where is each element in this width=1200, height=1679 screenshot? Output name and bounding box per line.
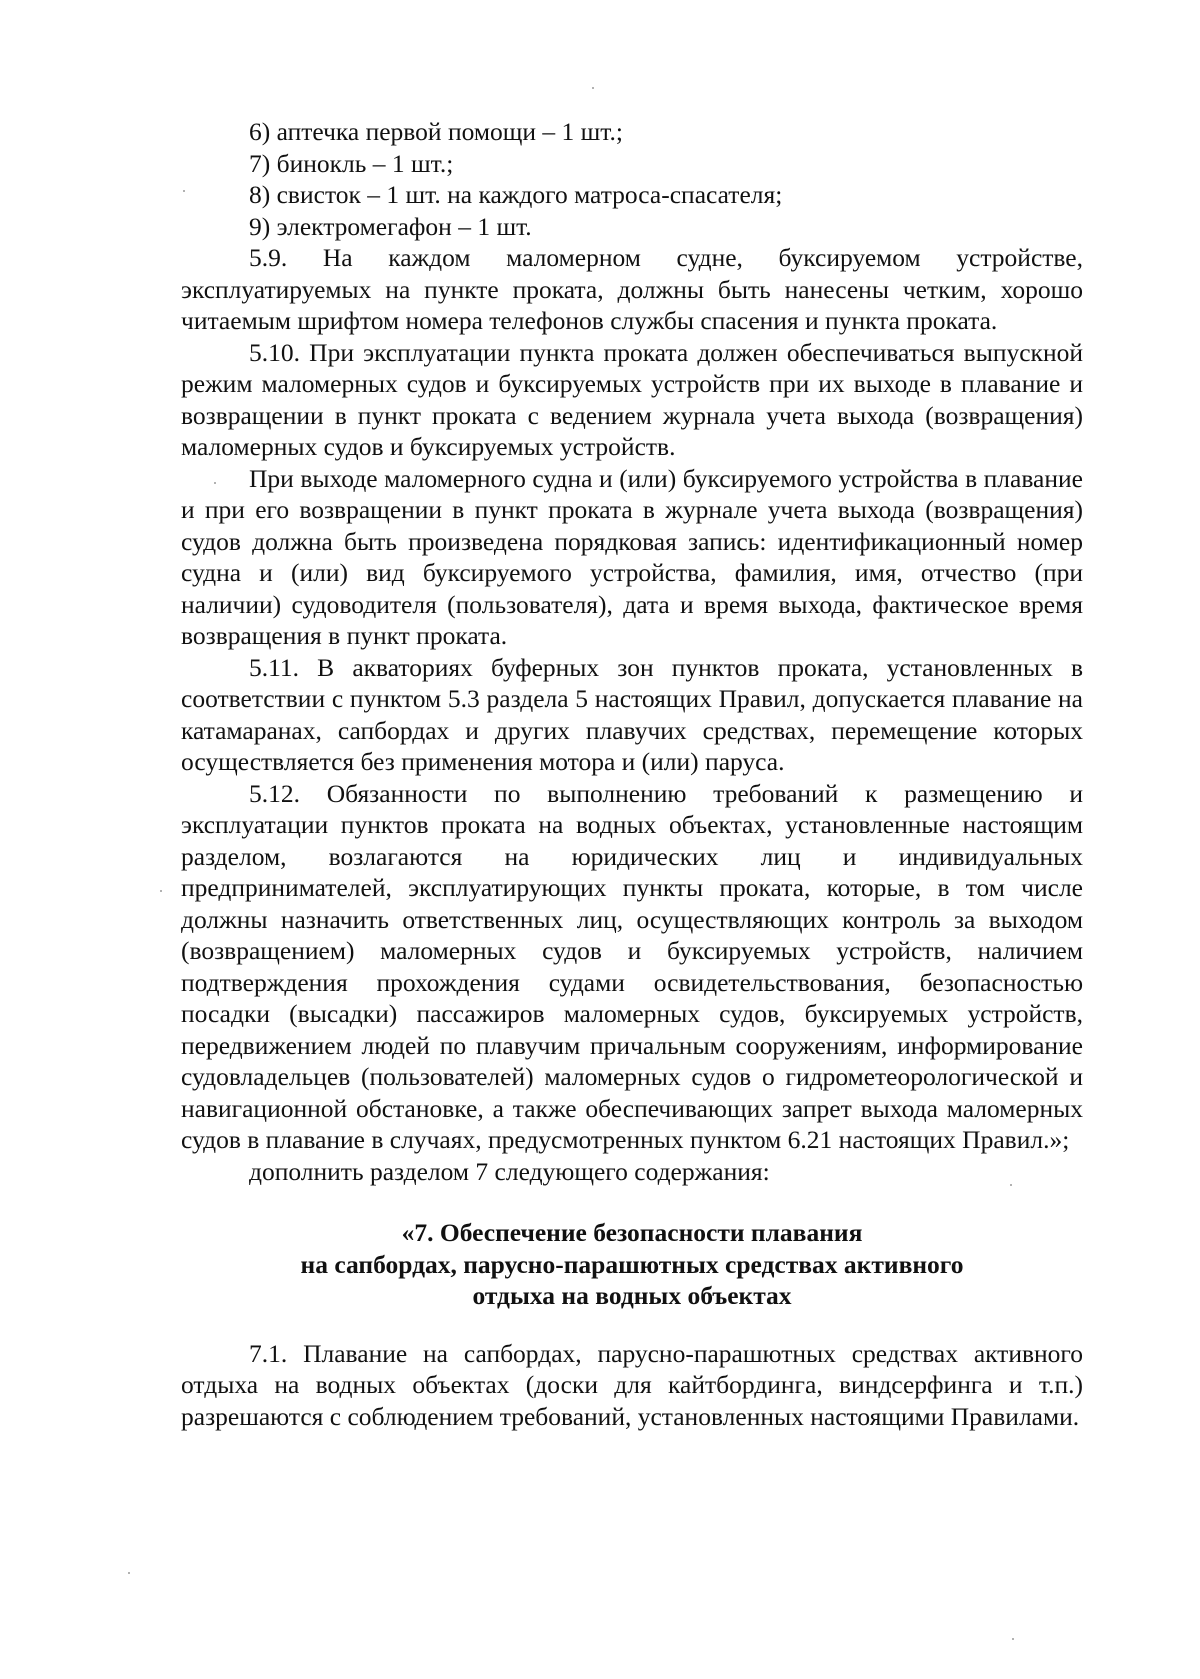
list-item-whistle: 8) свисток – 1 шт. на каждого матроса-спасателя; — [249, 180, 783, 209]
list-item-binoculars: 7) бинокль – 1 шт.; — [249, 148, 454, 178]
scan-speck — [592, 87, 594, 89]
scan-speck — [214, 482, 216, 484]
list-item-megaphone: 9) электромегафон – 1 шт. — [249, 211, 532, 241]
paragraph-add-section-7: дополнить разделом 7 следующего содержания: — [249, 1156, 770, 1186]
scan-speck — [1012, 1638, 1014, 1640]
scan-speck — [128, 1572, 130, 1574]
section-heading-line-1: «7. Обеспечение безопасности плавания — [401, 1218, 863, 1247]
paragraph-7-1: 7.1. Плавание на сапбордах, парусно-парашютных средствах активного отдыха на водных объектах (доски для кайтбординга, виндсерфинга и т.п.) разрешаются с соблюдением требований, установленных настоящими Правилами. — [181, 1338, 1083, 1431]
paragraph-5-11: 5.11. В акваториях буферных зон пунктов проката, установленных в соответствии с пунктом 5.3 раздела 5 настоящих Правил, допускается плавание на катамаранах, сапбордах и других плавучих средствах, перемещение которых осуществляется без применения мотора и (или) паруса. — [181, 652, 1083, 776]
paragraph-journal-entry: При выходе маломерного судна и (или) буксируемого устройства в плавание и при его возвращении в пункт проката в журнале учета выхода (возвращения) судов должна быть произведена порядковая запись: идентификационный номер судна и (или) вид буксируемого устройства, фамилия, имя, отчество (при наличии) судоводителя (пользователя), дата и время выхода, фактическое время возвращения в пункт проката. — [181, 463, 1083, 650]
scan-speck — [160, 890, 162, 892]
scan-speck — [183, 190, 185, 192]
section-heading-line-3: отдыха на водных объектах — [472, 1281, 792, 1310]
section-7-heading — [181, 1217, 1083, 1312]
list-item-first-aid-kit: 6) аптечка первой помощи – 1 шт.; — [249, 117, 623, 146]
paragraph-5-12: 5.12. Обязанности по выполнению требований к размещению и эксплуатации пунктов проката на водных объектах, установленные настоящим разделом, возлагаются на юридических лиц и индивидуальных предпринимателей, эксплуатирующих пункты проката, которые, в том числе должны назначить ответственных лиц, осуществляющих контроль за выходом (возвращением) маломерных судов и буксируемых устройств, наличием подтверждения прохождения судами освидетельствования, безопасностью посадки (высадки) пассажиров маломерных судов, буксируемых устройств, передвижением людей по плавучим причальным сооружениям, информирование судовладельцев (пользователей) маломерных судов о гидрометеорологической и навигационной обстановке, а также обеспечивающих запрет выхода маломерных судов в плавание в случаях, предусмотренных пунктом 6.21 настоящих Правил.»; — [181, 778, 1083, 1154]
section-heading-line-2: на сапбордах, парусно-парашютных средствах активного — [300, 1249, 964, 1279]
scan-speck — [1010, 1184, 1012, 1186]
paragraph-5-10: 5.10. При эксплуатации пункта проката должен обеспечиваться выпускной режим маломерных судов и буксируемых устройств при их выходе в плавание и возвращении в пункт проката с ведением журнала учета выхода (возвращения) маломерных судов и буксируемых устройств. — [181, 337, 1083, 461]
paragraph-5-9: 5.9. На каждом маломерном судне, буксируемом устройстве, эксплуатируемых на пункте проката, должны быть нанесены четким, хорошо читаемым шрифтом номера телефонов службы спасения и пункта проката. — [181, 243, 1083, 335]
document-body — [181, 116, 1083, 1432]
